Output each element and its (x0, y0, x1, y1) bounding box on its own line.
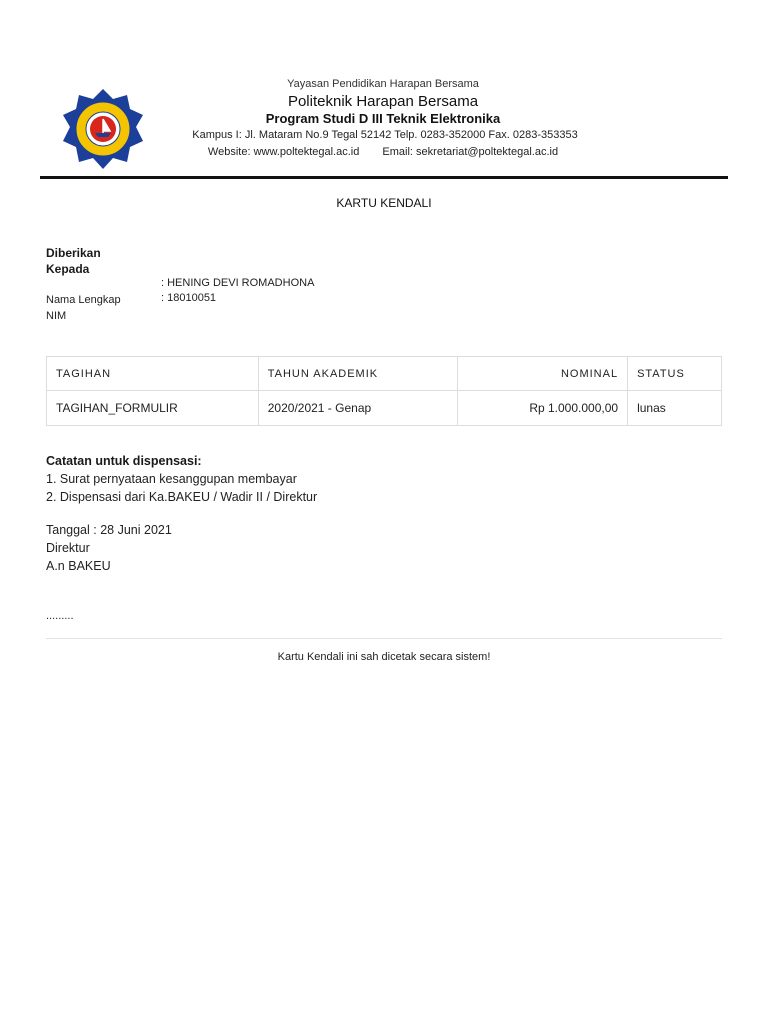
header-divider (40, 176, 728, 179)
note-item: 1. Surat pernyataan kesanggupan membayar (46, 472, 297, 486)
cell-tahun-akademik: 2020/2021 - Genap (258, 391, 458, 426)
institution-name: Politeknik Harapan Bersama (287, 93, 479, 110)
name-label: Nama Lengkap (46, 294, 121, 306)
signature-placeholder: ......... (46, 610, 74, 622)
signer-on-behalf: A.n BAKEU (46, 559, 111, 573)
table-header-row (47, 357, 722, 391)
signer-role: Direktur (46, 541, 90, 555)
contact-line (150, 146, 616, 158)
footer-divider (46, 638, 722, 639)
foundation-name: Yayasan Pendidikan Harapan Bersama (287, 78, 479, 90)
issue-date: Tanggal : 28 Juni 2021 (46, 523, 172, 537)
notes-title: Catatan untuk dispensasi: (46, 454, 202, 468)
nim-value: : 18010051 (161, 292, 217, 304)
cell-status: lunas (628, 391, 722, 426)
nim-label: NIM (46, 310, 67, 322)
column-header-tagihan: TAGIHAN (47, 357, 259, 391)
study-program: Program Studi D III Teknik Elektronika (265, 111, 501, 126)
campus-address: Kampus I: Jl. Mataram No.9 Tegal 52142 Telp. 0283-352000 Fax. 0283-353353 (192, 129, 578, 141)
column-header-nominal: NOMINAL (458, 357, 628, 391)
note-item: 2. Dispensasi dari Ka.BAKEU / Wadir II / Direktur (46, 490, 318, 504)
website-text[interactable]: Website: www.poltektegal.ac.id (207, 146, 360, 158)
table-row (47, 391, 722, 426)
column-header-status: STATUS (628, 357, 722, 391)
column-header-tahun-akademik: TAHUN AKADEMIK (258, 357, 458, 391)
name-value: : HENING DEVI ROMADHONA (161, 277, 315, 289)
recipient-section-title: Diberikan Kepada (46, 246, 101, 276)
document-title: KARTU KENDALI (336, 196, 432, 210)
cell-nominal: Rp 1.000.000,00 (458, 391, 628, 426)
email-text[interactable]: Email: sekretariat@poltektegal.ac.id (382, 146, 559, 158)
cell-tagihan: TAGIHAN_FORMULIR (47, 391, 259, 426)
billing-table (46, 356, 722, 426)
institution-logo (61, 88, 145, 170)
footer-note: Kartu Kendali ini sah dicetak secara sistem! (277, 651, 491, 663)
